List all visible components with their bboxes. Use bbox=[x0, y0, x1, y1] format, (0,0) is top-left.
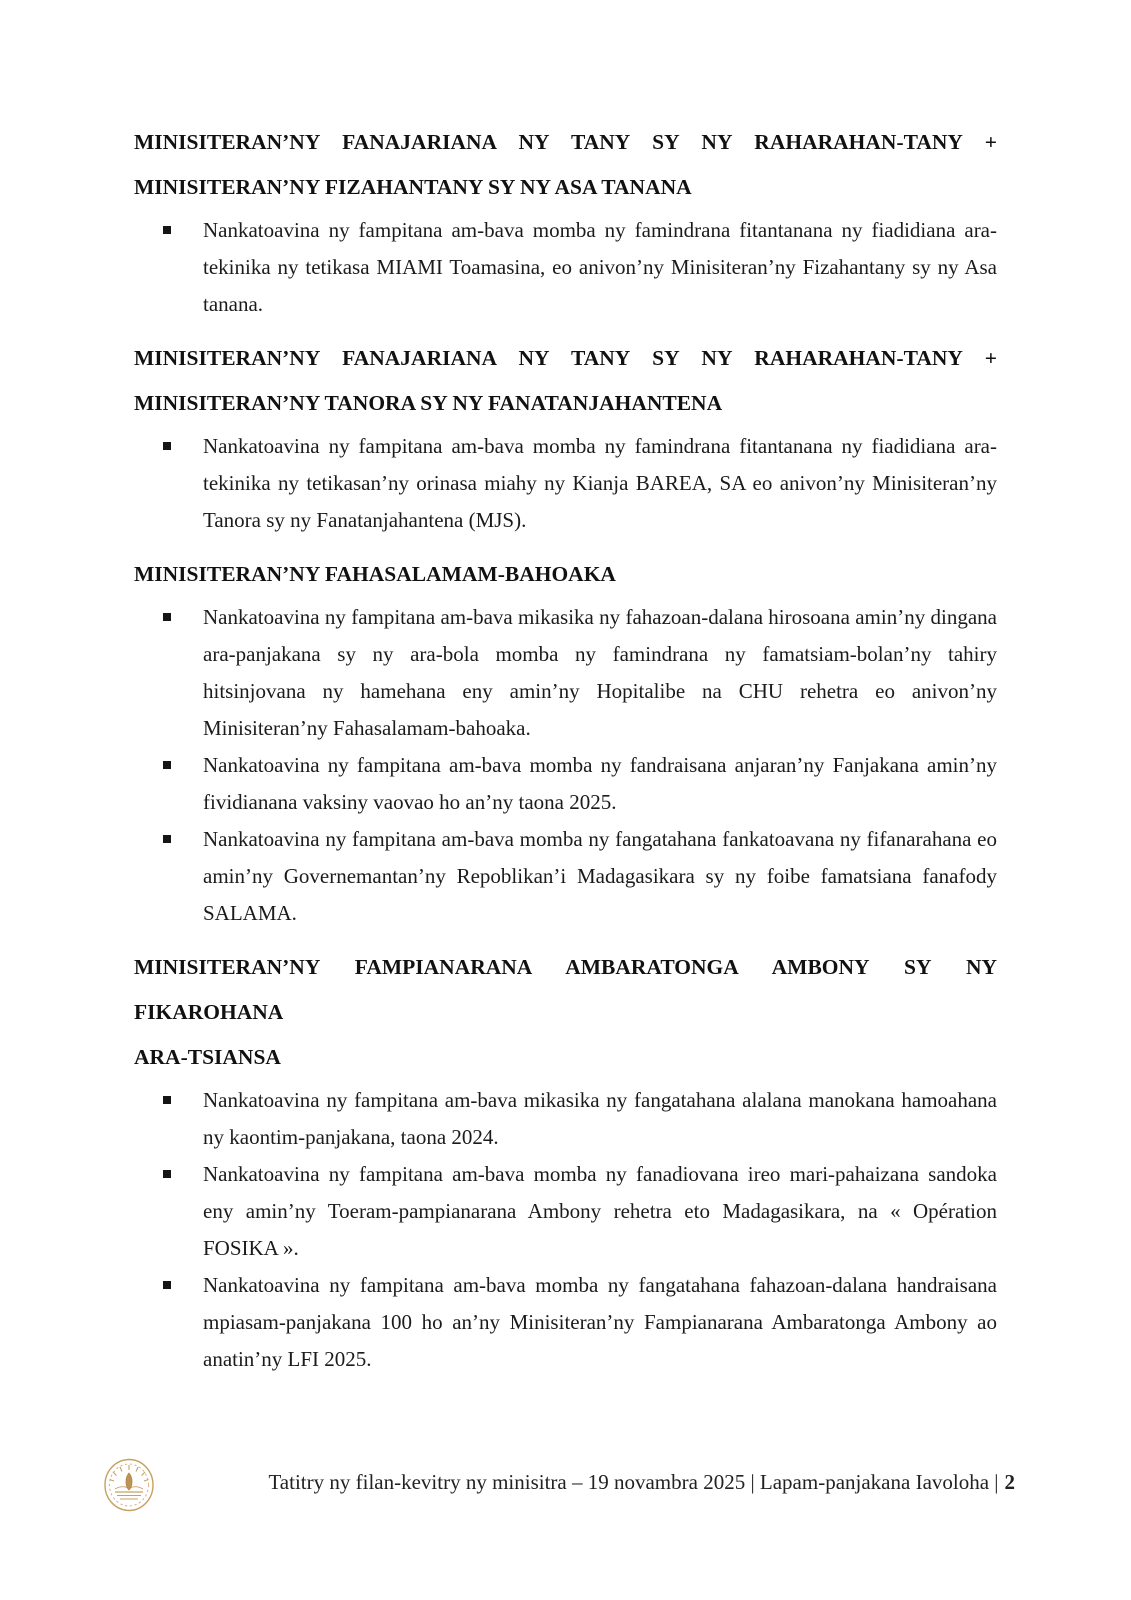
list-item bbox=[134, 821, 997, 932]
list-item bbox=[134, 1156, 997, 1267]
heading-line: MINISITERAN’NY TANORA SY NY FANATANJAHANTENA bbox=[134, 391, 723, 415]
bullet-list bbox=[134, 1082, 997, 1378]
list-item bbox=[134, 212, 997, 323]
bullet-text: Nankatoavina ny fampitana am-bava mikasika ny fangatahana alalana manokana hamoahana ny kaontim-panjakana, taona 2024. bbox=[203, 1088, 997, 1149]
bullet-marker bbox=[163, 1281, 171, 1289]
heading-line: MINISITERAN’NY FAHASALAMAM-BAHOAKA bbox=[134, 562, 616, 586]
bullet-marker bbox=[163, 613, 171, 621]
document-content bbox=[134, 120, 997, 1391]
bullet-text: Nankatoavina ny fampitana am-bava momba ny fangatahana fankatoavana ny fifanarahana eo amin’ny Governemantan’ny Repoblikan’i Madagasikara sy ny foibe famatsiana fanafody SALAMA. bbox=[203, 827, 997, 925]
bullet-marker bbox=[163, 442, 171, 450]
bullet-marker bbox=[163, 761, 171, 769]
list-item bbox=[134, 428, 997, 539]
heading-line: ARA-TSIANSA bbox=[134, 1045, 281, 1069]
bullet-text: Nankatoavina ny fampitana am-bava momba ny fangatahana fahazoan-dalana handraisana mpiasam-panjakana 100 ho an’ny Minisiteran’ny Fampianarana Ambaratonga Ambony ao anatin’ny LFI 2025. bbox=[203, 1273, 997, 1371]
section-heading bbox=[134, 120, 997, 210]
heading-line: MINISITERAN’NY FAMPIANARANA AMBARATONGA AMBONY SY NY FIKAROHANA bbox=[134, 955, 997, 1024]
list-item bbox=[134, 599, 997, 747]
section-heading bbox=[134, 945, 997, 1080]
section-fanajariana-fizahantany bbox=[134, 120, 997, 323]
footer-caption: Tatitry ny filan-kevitry ny minisitra – 19 novambra 2025 | Lapam-panjakana Iavoloha | bbox=[268, 1470, 999, 1494]
bullet-text: Nankatoavina ny fampitana am-bava momba ny fanadiovana ireo mari-pahaizana sandoka eny amin’ny Toeram-pampianarana Ambony rehetra eto Madagasikara, na « Opération FOSIKA ». bbox=[203, 1162, 997, 1260]
bullet-text: Nankatoavina ny fampitana am-bava momba ny fandraisana anjaran’ny Fanjakana amin’ny fividianana vaksiny vaovao ho an’ny taona 2025. bbox=[203, 753, 997, 814]
bullet-list bbox=[134, 599, 997, 932]
page-number: 2 bbox=[1004, 1470, 1015, 1494]
list-item bbox=[134, 1082, 997, 1156]
bullet-list bbox=[134, 428, 997, 539]
page-footer bbox=[0, 1450, 1131, 1520]
heading-line: MINISITERAN’NY FANAJARIANA NY TANY SY NY RAHARAHAN-TANY + bbox=[134, 346, 997, 370]
footer-text bbox=[260, 1450, 1015, 1514]
bullet-text: Nankatoavina ny fampitana am-bava mikasika ny fahazoan-dalana hirosoana amin’ny dingana ara-panjakana sy ny ara-bola momba ny famindrana ny famatsiam-bolan’ny tahiry hitsinjovana ny hamehana eny amin’ny Hopitalibe na CHU rehetra eo anivon’ny Minisiteran’ny Fahasalamam-bahoaka. bbox=[203, 605, 997, 740]
section-heading bbox=[134, 336, 997, 426]
presidential-seal-icon bbox=[102, 1456, 156, 1514]
list-item bbox=[134, 747, 997, 821]
bullet-marker bbox=[163, 226, 171, 234]
bullet-text: Nankatoavina ny fampitana am-bava momba ny famindrana fitantanana ny fiadidiana ara-tekinika ny tetikasa MIAMI Toamasina, eo anivon’ny Minisiteran’ny Fizahantany sy ny Asa tanana. bbox=[203, 218, 997, 316]
section-fampianarana-ambony bbox=[134, 945, 997, 1378]
bullet-text: Nankatoavina ny fampitana am-bava momba ny famindrana fitantanana ny fiadidiana ara-tekinika ny tetikasan’ny orinasa miahy ny Kianja BAREA, SA eo anivon’ny Minisiteran’ny Tanora sy ny Fanatanjahantena (MJS). bbox=[203, 434, 997, 532]
heading-line: MINISITERAN’NY FIZAHANTANY SY NY ASA TANANA bbox=[134, 175, 692, 199]
section-heading bbox=[134, 552, 997, 597]
bullet-marker bbox=[163, 1096, 171, 1104]
bullet-marker bbox=[163, 1170, 171, 1178]
list-item bbox=[134, 1267, 997, 1378]
section-fanajariana-tanora bbox=[134, 336, 997, 539]
section-fahasalamam-bahoaka bbox=[134, 552, 997, 932]
bullet-list bbox=[134, 212, 997, 323]
heading-line: MINISITERAN’NY FANAJARIANA NY TANY SY NY RAHARAHAN-TANY + bbox=[134, 130, 997, 154]
bullet-marker bbox=[163, 835, 171, 843]
